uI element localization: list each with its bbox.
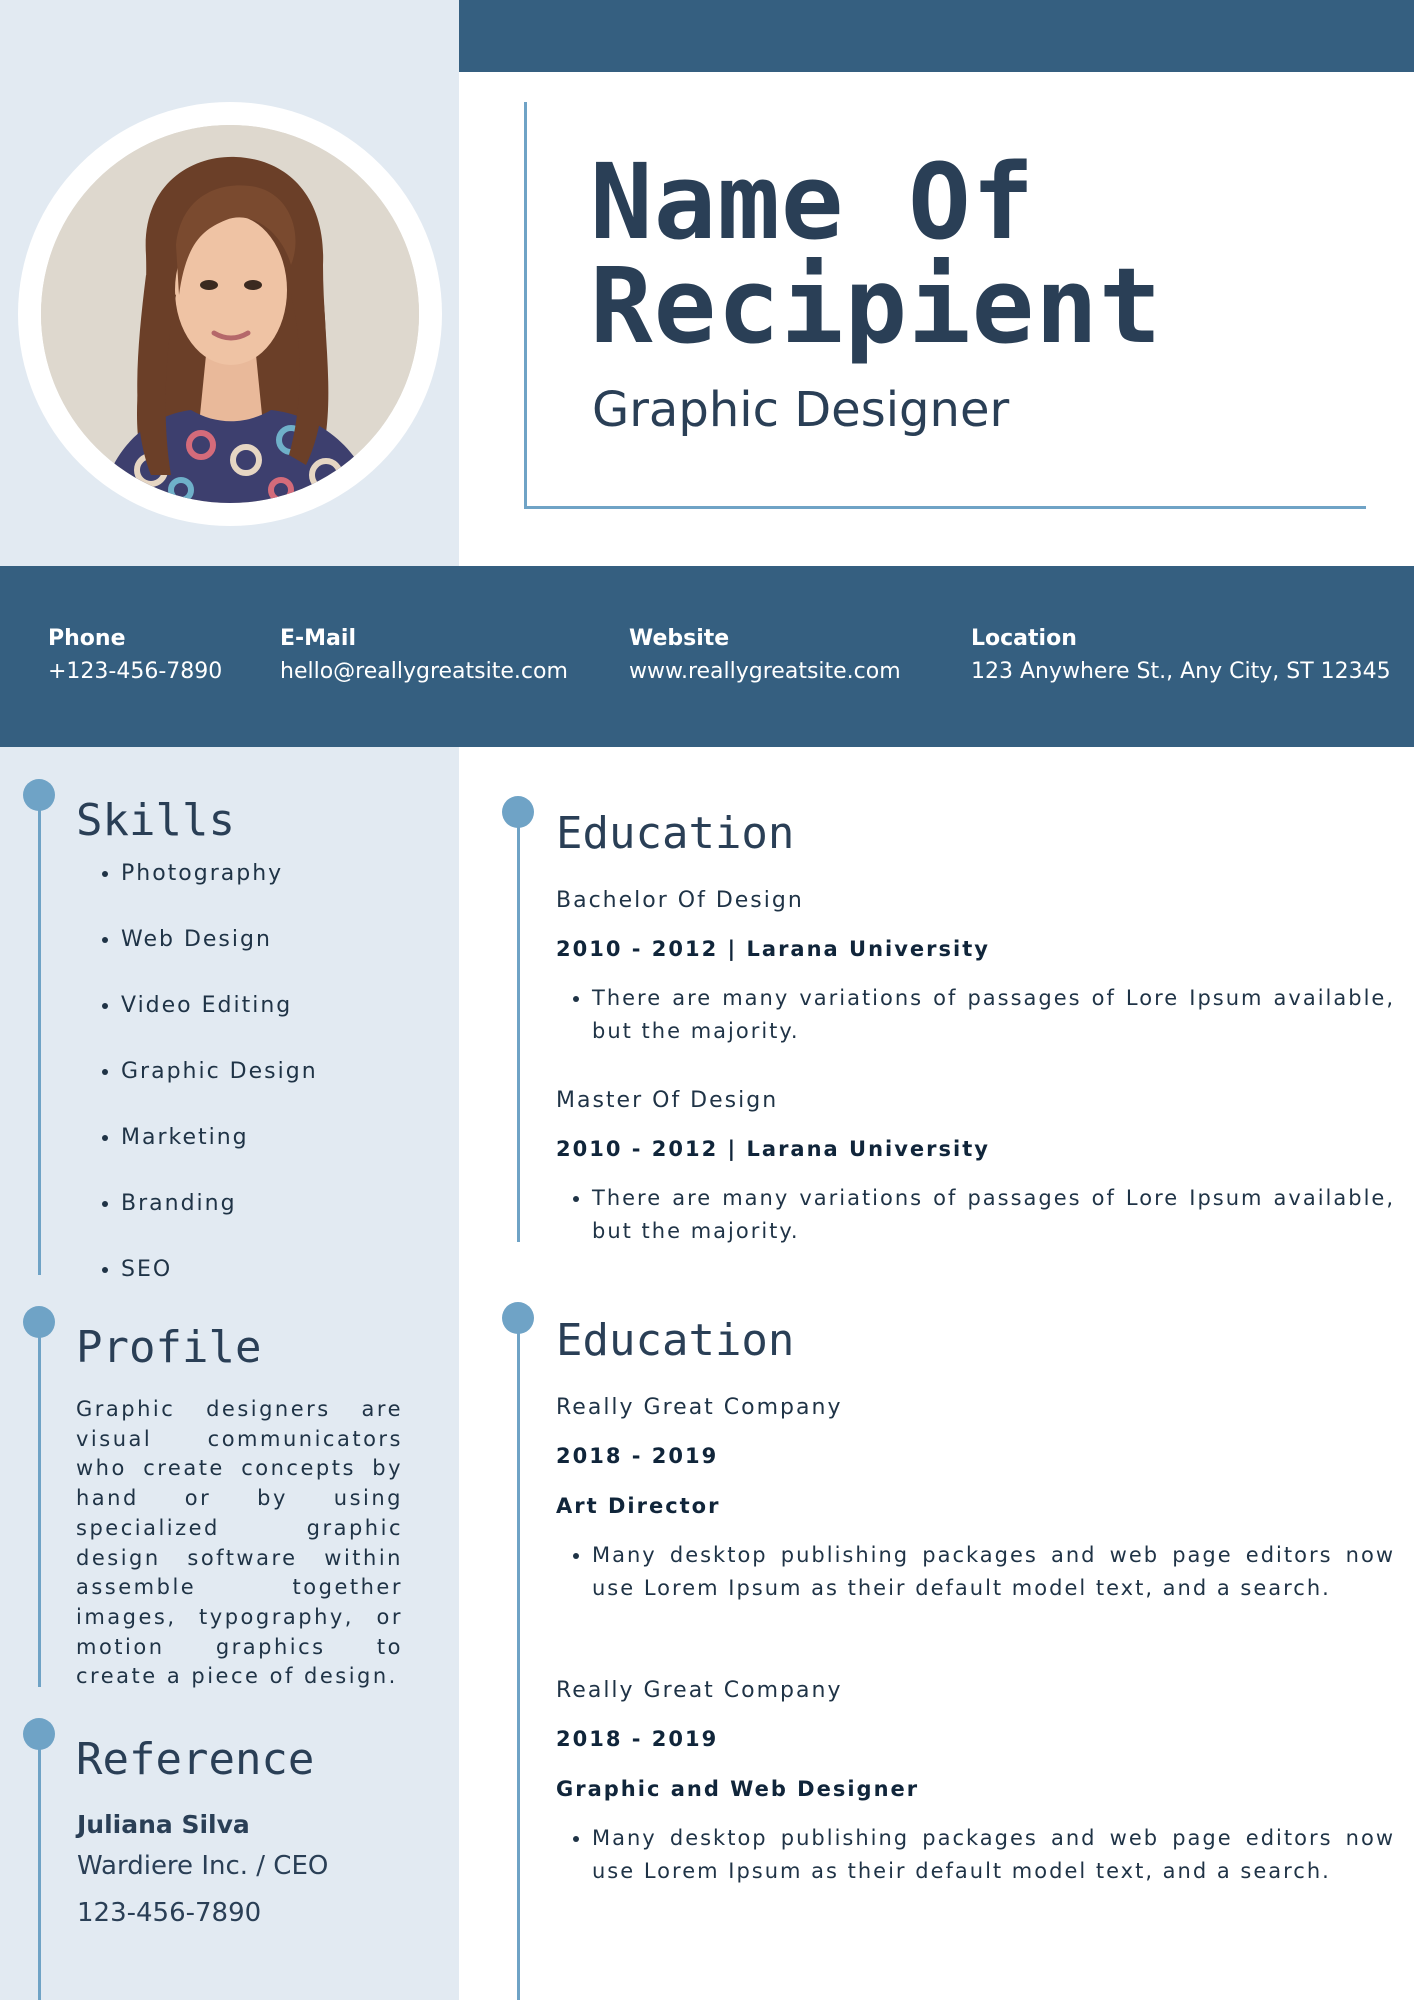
reference-role: Wardiere Inc. / CEO [77, 1851, 329, 1881]
contact-email-label: E-Mail [280, 626, 356, 651]
experience-bullets [563, 1539, 1395, 1605]
reference-timeline-line [38, 1734, 41, 2000]
education-years: 2010 - 2012 | Larana University [556, 1137, 990, 1161]
education-years: 2010 - 2012 | Larana University [556, 937, 990, 961]
reference-phone: 123-456-7890 [77, 1898, 262, 1928]
skill-item: • Video Editing [121, 992, 318, 1058]
contact-website-value[interactable]: www.reallygreatsite.com [629, 659, 901, 684]
experience-role: Graphic and Web Designer [556, 1777, 920, 1801]
experience-timeline-dot [502, 1302, 534, 1334]
portrait-illustration [41, 125, 419, 503]
contact-email [280, 626, 568, 686]
skills-list [92, 860, 318, 1284]
education-bullet: • There are many variations of passages of Lore Ipsum available, but the majority. [592, 982, 1395, 1048]
experience-bullet: • Many desktop publishing packages and web page editors now use Lorem Ipsum as their default model text, and a search. [592, 1822, 1395, 1888]
reference-heading: Reference [76, 1734, 315, 1785]
contact-website-label: Website [629, 626, 730, 651]
reference-timeline-dot [23, 1718, 55, 1750]
experience-years: 2018 - 2019 [556, 1444, 719, 1468]
reference-name: Juliana Silva [77, 1810, 250, 1839]
profile-timeline-dot [23, 1306, 55, 1338]
recipient-name: Name Of Recipient [590, 141, 1163, 367]
education-degree: Master Of Design [556, 1088, 779, 1113]
profile-heading: Profile [76, 1322, 262, 1373]
contact-email-value[interactable]: hello@reallygreatsite.com [280, 659, 568, 684]
top-accent-bar [459, 0, 1414, 72]
education-bullets [563, 982, 1395, 1048]
contact-phone [48, 626, 222, 686]
skills-heading: Skills [76, 795, 235, 846]
experience-timeline-line [517, 1318, 520, 2000]
education-degree: Bachelor Of Design [556, 888, 804, 913]
skills-timeline-line [38, 795, 41, 1275]
name-frame-horizontal-line [524, 506, 1366, 509]
profile-description: Graphic designers are visual communicators who create concepts by hand or by using specialized graphic design software within assemble together images, typography, or motion graphics to create a piece of design. [76, 1397, 403, 1689]
experience-bullet: • Many desktop publishing packages and web page editors now use Lorem Ipsum as their default model text, and a search. [592, 1539, 1395, 1605]
name-frame-vertical-line [524, 102, 527, 509]
skills-timeline-dot [23, 779, 55, 811]
contact-website [629, 626, 901, 686]
education-timeline-dot [502, 796, 534, 828]
profile-photo-frame [18, 102, 442, 526]
skill-item: • Photography [121, 860, 318, 926]
contact-location-value: 123 Anywhere St., Any City, ST 12345 [971, 659, 1391, 684]
experience-company: Really Great Company [556, 1678, 843, 1703]
profile-photo [41, 125, 419, 503]
education-heading: Education [556, 808, 795, 859]
education-timeline-line [517, 812, 520, 1242]
experience-years: 2018 - 2019 [556, 1727, 719, 1751]
contact-phone-label: Phone [48, 626, 126, 651]
skill-item: • Branding [121, 1190, 318, 1256]
contact-location [971, 626, 1391, 686]
profile-timeline-line [38, 1322, 41, 1687]
education-bullets [563, 1182, 1395, 1248]
experience-role: Art Director [556, 1494, 721, 1518]
skill-item: • Web Design [121, 926, 318, 992]
contact-phone-value[interactable]: +123-456-7890 [48, 659, 223, 684]
job-title: Graphic Designer [592, 382, 1010, 438]
contact-location-label: Location [971, 626, 1077, 651]
experience-company: Really Great Company [556, 1395, 843, 1420]
skill-item: • SEO [121, 1256, 318, 1284]
skill-item: • Graphic Design [121, 1058, 318, 1124]
experience-heading: Education [556, 1315, 795, 1366]
education-bullet: • There are many variations of passages of Lore Ipsum available, but the majority. [592, 1182, 1395, 1248]
skill-item: • Marketing [121, 1124, 318, 1190]
experience-bullets [563, 1822, 1395, 1888]
